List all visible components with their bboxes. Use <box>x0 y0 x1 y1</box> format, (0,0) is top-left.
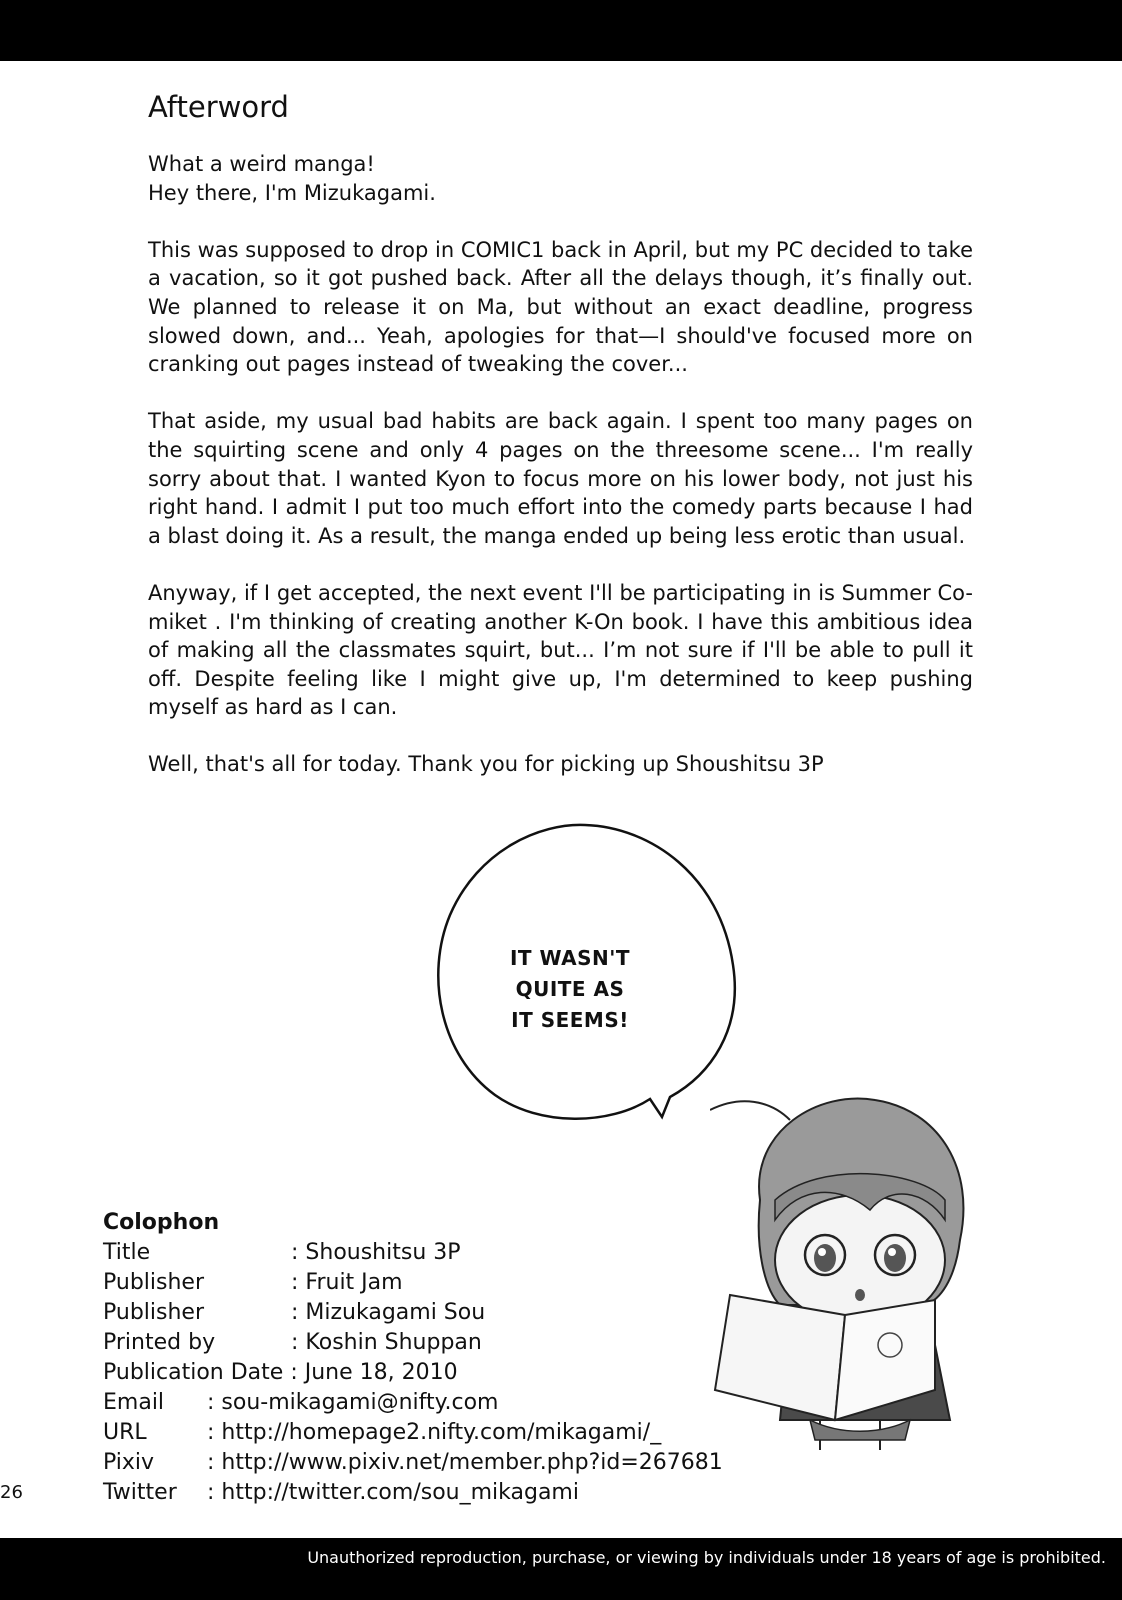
row-value: : Mizukagami Sou <box>291 1300 486 1325</box>
colophon-row <box>103 1298 723 1328</box>
row-label: Printed by <box>103 1330 216 1355</box>
colophon-row <box>103 1358 723 1388</box>
row-label: Pixiv <box>103 1450 155 1475</box>
colophon-row <box>103 1268 723 1298</box>
speech-bubble-text <box>480 943 660 1036</box>
row-value: : sou-mikagami@nifty.com <box>207 1390 499 1415</box>
row-label: Publisher <box>103 1300 204 1325</box>
paragraph: What a weird manga! Hey there, I'm Mizukagami. <box>148 152 436 205</box>
colophon-row <box>103 1388 723 1418</box>
chibi-character-illustration <box>710 1090 980 1455</box>
row-value: : Shoushitsu 3P <box>291 1240 461 1265</box>
colophon-row <box>103 1418 723 1448</box>
row-value: : http://twitter.com/sou_mikagami <box>207 1480 579 1505</box>
paragraph: Well, that's all for today. Thank you for picking up Shoushitsu 3P <box>148 752 824 777</box>
afterword-body <box>148 150 973 808</box>
row-value: : http://homepage2.nifty.com/mikagami/_ <box>207 1420 662 1445</box>
paragraph: This was supposed to drop in COMIC1 back in April, but my PC decided to take a vacation, so it got pushed back. After all the delays though, it’s finally out. We planned to release it on Ma, but without an exact deadline, progress slowed down, and... Yeah, apologies for that—I should've focused more on cranking out pages instead of tweaking the cover... <box>148 237 973 377</box>
colophon-row <box>103 1478 723 1508</box>
colophon-row <box>103 1238 723 1268</box>
afterword-title: Afterword <box>148 90 289 124</box>
row-label: Email <box>103 1390 165 1415</box>
row-value: : http://www.pixiv.net/member.php?id=267681 <box>207 1450 723 1475</box>
colophon-row <box>103 1448 723 1478</box>
page-number: 26 <box>0 1482 23 1503</box>
row-label: Publisher <box>103 1270 204 1295</box>
footer-notice: Unauthorized reproduction, purchase, or viewing by individuals under 18 years of age is prohibited. <box>307 1548 1106 1567</box>
row-label: Publication Date <box>103 1360 284 1385</box>
paragraph: Anyway, if I get accepted, the next event I'll be participating in is Summer Co-miket . I'm thinking of creating another K-On book. I have this ambitious idea of making all the classmates squirt, but... I’m not sure if I'll be able to pull it off. Despite feeling like I might give up, I'm determined to keep pushing myself as hard as I can. <box>148 580 973 720</box>
row-label: Title <box>103 1240 151 1265</box>
bubble-line: IT WASN'T <box>509 946 631 970</box>
colophon <box>103 1208 723 1508</box>
colophon-title: Colophon <box>103 1210 220 1235</box>
paragraph: That aside, my usual bad habits are back again. I spent too many pages on the squirting scene and only 4 pages on the threesome scene... I'm really sorry about that. I wanted Kyon to focus more on his lower body, not just his right hand. I admit I put too much effort into the comedy parts because I had a blast doing it. As a result, the manga ended up being less erotic than usual. <box>148 409 973 548</box>
row-label: URL <box>103 1420 147 1445</box>
bubble-line: QUITE AS <box>515 977 625 1001</box>
bubble-line: IT SEEMS! <box>511 1008 629 1032</box>
row-value: : Koshin Shuppan <box>291 1330 482 1355</box>
top-black-bar <box>0 0 1122 61</box>
row-label: Twitter <box>103 1480 177 1505</box>
row-value: : Fruit Jam <box>291 1270 403 1295</box>
row-value: : June 18, 2010 <box>290 1360 458 1385</box>
colophon-row <box>103 1328 723 1358</box>
